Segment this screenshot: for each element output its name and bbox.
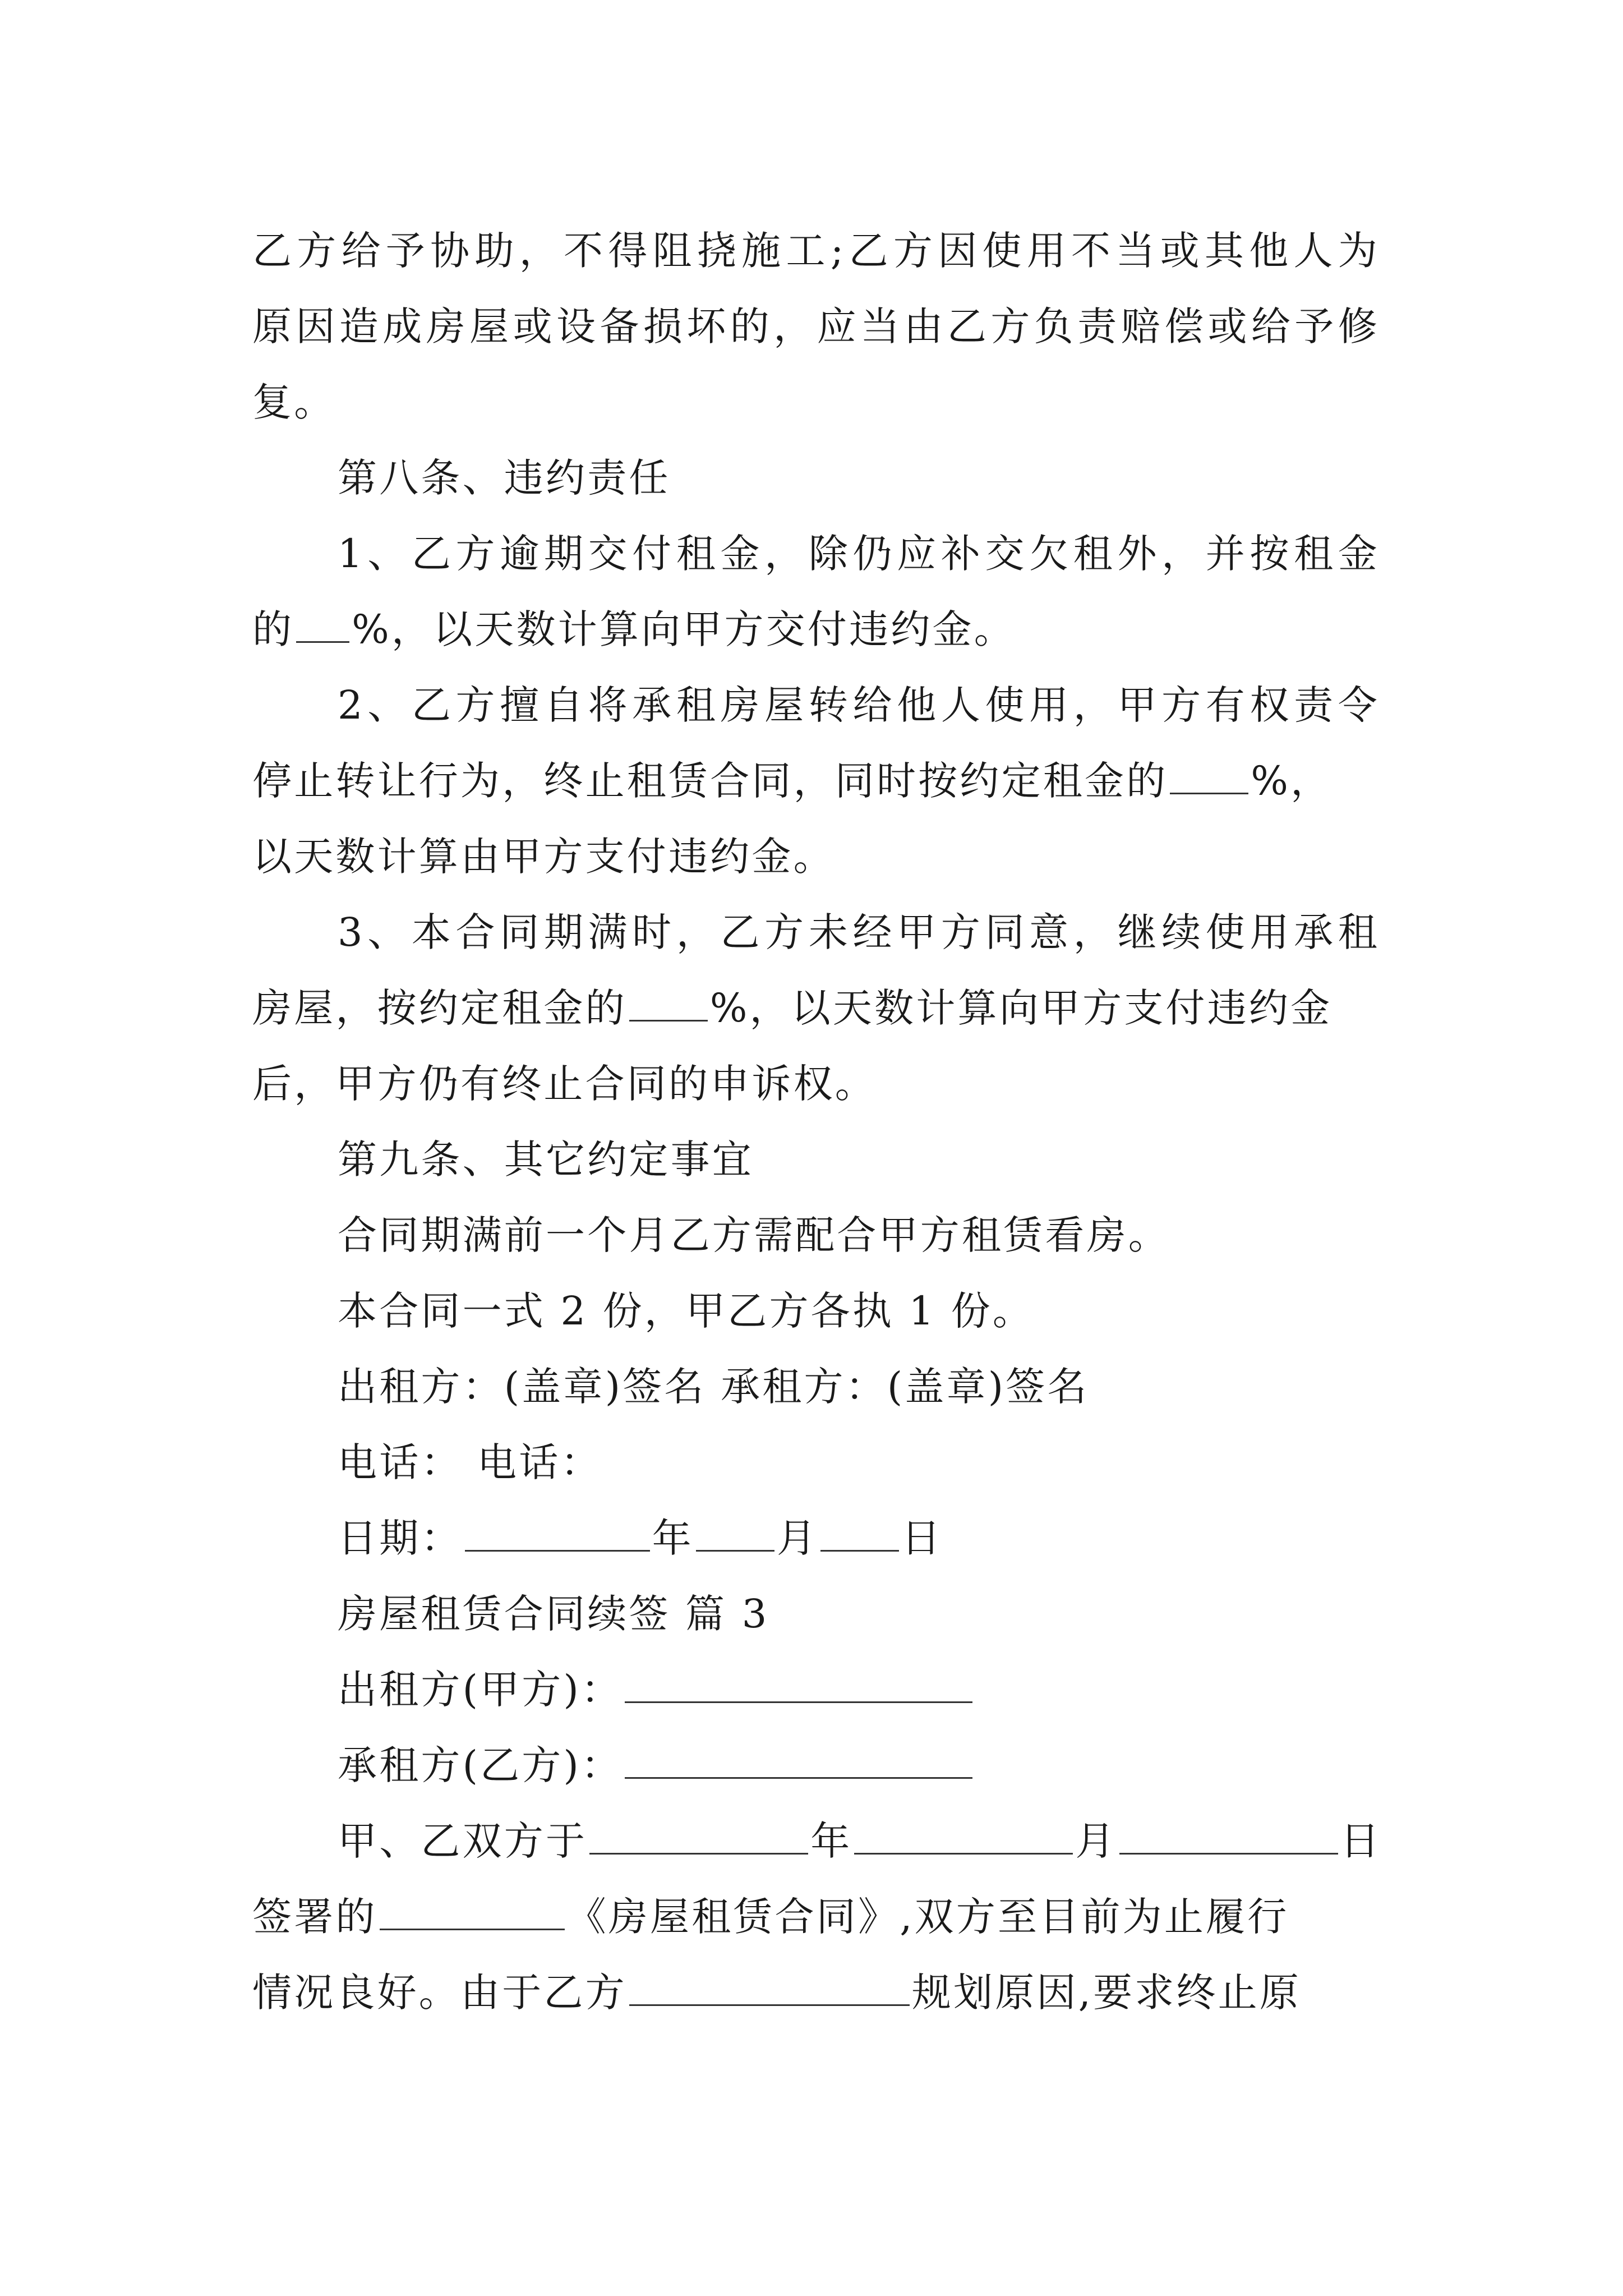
text-segment: 日 xyxy=(901,1515,943,1561)
text-line: 1、乙方逾期交付租金，除仍应补交欠租外，并按租金 xyxy=(338,531,1380,577)
text-segment: %，以天数计算向甲方交付违约金。 xyxy=(352,606,1016,652)
text-segment: 承租方(乙方)： xyxy=(338,1742,623,1788)
section-heading-article-8: 第八条、违约责任 xyxy=(338,455,671,501)
text-line: 3、本合同期满时，乙方未经甲方同意，继续使用承租 xyxy=(338,909,1380,955)
fill-in-blank xyxy=(854,1818,1073,1855)
text-line xyxy=(252,1955,1380,2031)
section-title: 房屋租赁合同续签 篇 3 xyxy=(338,1591,769,1637)
text-line: 后，甲方仍有终止合同的申诉权。 xyxy=(252,1061,877,1107)
fill-in-blank xyxy=(625,1742,972,1779)
text-line: 2、乙方擅自将承租房屋转给他人使用，甲方有权责令 xyxy=(338,682,1380,728)
text-segment: 年 xyxy=(810,1818,852,1864)
document-page xyxy=(252,213,1380,2031)
party-line xyxy=(252,1728,1380,1803)
text-line: 合同期满前一个月乙方需配合甲方租赁看房。 xyxy=(338,1212,1170,1258)
fill-in-blank xyxy=(589,1818,808,1855)
fill-in-blank xyxy=(1170,757,1248,794)
text-segment: 日 xyxy=(1340,1818,1382,1864)
date-line xyxy=(252,1501,1380,1576)
text-segment: 规划原因,要求终止原 xyxy=(911,1970,1302,2016)
text-line: 乙方给予协助，不得阻挠施工;乙方因使用不当或其他人为 xyxy=(252,228,1380,274)
fill-in-blank xyxy=(1119,1818,1338,1855)
fill-in-blank xyxy=(296,606,349,643)
section-heading-article-9: 第九条、其它约定事宜 xyxy=(338,1137,754,1182)
text-line: 复。 xyxy=(252,379,336,425)
party-line xyxy=(252,1652,1380,1728)
text-segment: %， xyxy=(1251,758,1332,804)
text-segment: 年 xyxy=(652,1515,694,1561)
fill-in-blank xyxy=(820,1515,899,1552)
text-line: 原因造成房屋或设备损坏的，应当由乙方负责赔偿或给予修 xyxy=(252,303,1380,349)
text-line: 以天数计算由甲方支付违约金。 xyxy=(252,834,835,880)
text-line xyxy=(252,970,1380,1046)
fill-in-blank xyxy=(380,1893,565,1930)
text-segment: 房屋，按约定租金的 xyxy=(252,985,627,1031)
fill-in-blank xyxy=(696,1515,774,1552)
text-segment: %，以天数计算向甲方支付违约金 xyxy=(709,985,1332,1031)
fill-in-blank xyxy=(625,1666,972,1703)
fill-in-blank xyxy=(465,1515,650,1552)
text-segment: 停止转让行为，终止租赁合同，同时按约定租金的 xyxy=(252,758,1168,804)
text-segment: 出租方(甲方)： xyxy=(338,1667,623,1713)
text-segment: 月 xyxy=(1075,1818,1117,1864)
text-segment: 签署的 xyxy=(252,1894,377,1940)
text-segment: 情况良好。由于乙方 xyxy=(252,1970,627,2016)
fill-in-blank xyxy=(629,984,708,1022)
text-line: 本合同一式 2 份，甲乙方各执 1 份。 xyxy=(338,1288,1035,1334)
text-segment: 日期： xyxy=(338,1515,463,1561)
text-line xyxy=(252,592,1380,668)
text-line xyxy=(252,743,1380,819)
text-segment: 甲、乙双方于 xyxy=(338,1818,588,1864)
text-line xyxy=(252,1879,1380,1955)
text-segment: 《房屋租赁合同》,双方至目前为止履行 xyxy=(566,1894,1289,1940)
text-line xyxy=(252,1803,1380,1879)
phone-line: 电话： 电话： xyxy=(338,1439,602,1485)
text-segment: 月 xyxy=(776,1515,819,1561)
signature-line: 出租方：(盖章)签名 承租方：(盖章)签名 xyxy=(338,1364,1089,1410)
text-segment: 的 xyxy=(252,606,294,652)
fill-in-blank xyxy=(629,1969,910,2006)
